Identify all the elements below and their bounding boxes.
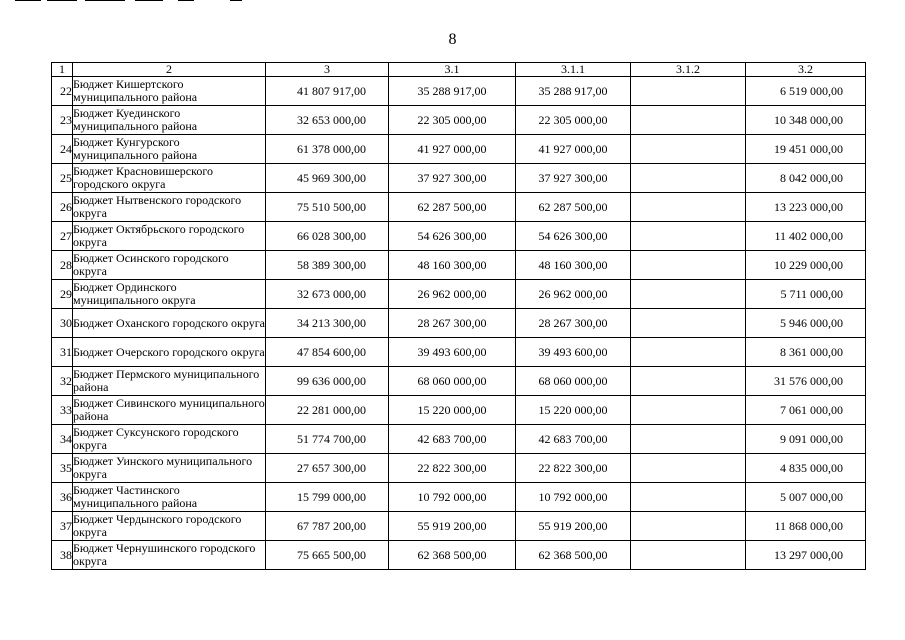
amount-3-1-2 (631, 164, 746, 193)
amount-3-1-2 (631, 425, 746, 454)
budget-name: Бюджет Уинского муниципального округа (73, 454, 266, 483)
amount-3-1-1: 42 683 700,00 (516, 425, 631, 454)
column-header-3-1-1: 3.1.1 (516, 63, 631, 77)
column-header-3-1-2: 3.1.2 (631, 63, 746, 77)
row-number: 38 (52, 541, 73, 570)
budget-name: Бюджет Чердынского городского округа (73, 512, 266, 541)
row-number: 27 (52, 222, 73, 251)
row-number: 25 (52, 164, 73, 193)
amount-3-2: 6 519 000,00 (746, 77, 866, 106)
amount-3-2: 7 061 000,00 (746, 396, 866, 425)
amount-3-1-1: 10 792 000,00 (516, 483, 631, 512)
amount-3-1-2 (631, 454, 746, 483)
amount-3-1-1: 37 927 300,00 (516, 164, 631, 193)
row-number: 31 (52, 338, 73, 367)
amount-3-1-2 (631, 483, 746, 512)
amount-3-1-2 (631, 512, 746, 541)
amount-3-1-1: 39 493 600,00 (516, 338, 631, 367)
amount-3-1: 62 287 500,00 (389, 193, 516, 222)
table-row (52, 193, 866, 222)
budget-name: Бюджет Нытвенского городского округа (73, 193, 266, 222)
amount-3-1-1: 28 267 300,00 (516, 309, 631, 338)
row-number: 35 (52, 454, 73, 483)
table-header-row (52, 63, 866, 77)
budget-name: Бюджет Пермского муниципального района (73, 367, 266, 396)
amount-3-1: 37 927 300,00 (389, 164, 516, 193)
column-header-3-2: 3.2 (746, 63, 866, 77)
total-amount: 32 673 000,00 (266, 280, 389, 309)
scan-top-marks (0, 0, 905, 3)
budget-name: Бюджет Сивинского муниципального района (73, 396, 265, 423)
amount-3-2: 5 711 000,00 (746, 280, 866, 309)
amount-3-1: 28 267 300,00 (389, 309, 516, 338)
amount-3-1: 68 060 000,00 (389, 367, 516, 396)
row-number: 32 (52, 367, 73, 396)
amount-3-1-1: 62 287 500,00 (516, 193, 631, 222)
row-number: 37 (52, 512, 73, 541)
amount-3-1-1: 55 919 200,00 (516, 512, 631, 541)
amount-3-2: 10 229 000,00 (746, 251, 866, 280)
table-row (52, 367, 866, 396)
amount-3-1-1: 62 368 500,00 (516, 541, 631, 570)
amount-3-1: 54 626 300,00 (389, 222, 516, 251)
amount-3-2: 5 007 000,00 (746, 483, 866, 512)
column-header-3-1: 3.1 (389, 63, 516, 77)
total-amount: 51 774 700,00 (266, 425, 389, 454)
table-row (52, 135, 866, 164)
amount-3-1: 41 927 000,00 (389, 135, 516, 164)
budget-name: Бюджет Кишертского муниципального района (73, 77, 266, 106)
amount-3-1-1: 54 626 300,00 (516, 222, 631, 251)
total-amount: 47 854 600,00 (266, 338, 389, 367)
row-number: 28 (52, 251, 73, 280)
row-number: 36 (52, 483, 73, 512)
amount-3-1-1: 22 305 000,00 (516, 106, 631, 135)
amount-3-1-2 (631, 135, 746, 164)
budget-name: Бюджет Куединского муниципального района (73, 106, 266, 135)
amount-3-1: 15 220 000,00 (389, 396, 516, 425)
amount-3-1-1: 68 060 000,00 (516, 367, 631, 396)
row-number: 33 (52, 396, 73, 425)
column-header-2: 2 (73, 63, 266, 77)
total-amount: 75 665 500,00 (266, 541, 389, 570)
total-amount: 41 807 917,00 (266, 77, 389, 106)
budget-table (51, 62, 866, 570)
amount-3-2: 11 402 000,00 (746, 222, 866, 251)
total-amount: 32 653 000,00 (266, 106, 389, 135)
table-row (52, 106, 866, 135)
amount-3-1: 22 822 300,00 (389, 454, 516, 483)
amount-3-1-1: 22 822 300,00 (516, 454, 631, 483)
amount-3-1-1: 35 288 917,00 (516, 77, 631, 106)
row-number: 22 (52, 77, 73, 106)
amount-3-1: 55 919 200,00 (389, 512, 516, 541)
amount-3-1: 10 792 000,00 (389, 483, 516, 512)
row-number: 29 (52, 280, 73, 309)
row-number: 24 (52, 135, 73, 164)
amount-3-2: 13 297 000,00 (746, 541, 866, 570)
row-number: 34 (52, 425, 73, 454)
amount-3-1: 39 493 600,00 (389, 338, 516, 367)
amount-3-1: 26 962 000,00 (389, 280, 516, 309)
column-header-1: 1 (52, 63, 73, 77)
amount-3-2: 4 835 000,00 (746, 454, 866, 483)
table-row (52, 77, 866, 106)
amount-3-1-1: 26 962 000,00 (516, 280, 631, 309)
budget-name: Бюджет Частинского муниципального района (73, 483, 266, 512)
amount-3-2: 13 223 000,00 (746, 193, 866, 222)
budget-name: Бюджет Октябрьского городского округа (73, 222, 266, 251)
table-row (52, 454, 866, 483)
budget-name: Бюджет Красновишерского городского округа (73, 164, 266, 193)
table-row (52, 222, 866, 251)
amount-3-1-2 (631, 193, 746, 222)
amount-3-1: 48 160 300,00 (389, 251, 516, 280)
amount-3-1-2 (631, 338, 746, 367)
budget-name: Бюджет Осинского городского округа (73, 251, 266, 280)
amount-3-1: 42 683 700,00 (389, 425, 516, 454)
amount-3-1-1: 48 160 300,00 (516, 251, 631, 280)
total-amount: 75 510 500,00 (266, 193, 389, 222)
row-number: 30 (52, 309, 73, 338)
table-row (52, 396, 866, 425)
table-row (52, 483, 866, 512)
budget-name: Бюджет Суксунского городского округа (73, 425, 266, 454)
table-row (52, 338, 866, 367)
amount-3-1: 22 305 000,00 (389, 106, 516, 135)
budget-name: Бюджет Оханского городского округа (73, 309, 266, 338)
table-body (52, 77, 866, 570)
amount-3-2: 11 868 000,00 (746, 512, 866, 541)
total-amount: 67 787 200,00 (266, 512, 389, 541)
amount-3-1-2 (631, 106, 746, 135)
total-amount: 34 213 300,00 (266, 309, 389, 338)
amount-3-2: 10 348 000,00 (746, 106, 866, 135)
row-number: 26 (52, 193, 73, 222)
amount-3-1-1: 15 220 000,00 (516, 396, 631, 425)
amount-3-1-2 (631, 367, 746, 396)
budget-name: Бюджет Чернушинского городского округа (73, 541, 266, 570)
column-header-3: 3 (266, 63, 389, 77)
total-amount: 61 378 000,00 (266, 135, 389, 164)
row-number: 23 (52, 106, 73, 135)
amount-3-1-2 (631, 541, 746, 570)
amount-3-2: 19 451 000,00 (746, 135, 866, 164)
amount-3-1-2 (631, 280, 746, 309)
amount-3-2: 31 576 000,00 (746, 367, 866, 396)
amount-3-1: 62 368 500,00 (389, 541, 516, 570)
table-row (52, 512, 866, 541)
total-amount: 15 799 000,00 (266, 483, 389, 512)
total-amount: 45 969 300,00 (266, 164, 389, 193)
total-amount: 22 281 000,00 (266, 396, 389, 425)
amount-3-1-2 (631, 222, 746, 251)
amount-3-2: 8 361 000,00 (746, 338, 866, 367)
page-number: 8 (448, 31, 457, 48)
budget-name: Бюджет Кунгурского муниципального района (73, 135, 266, 164)
amount-3-1-2 (631, 77, 746, 106)
total-amount: 58 389 300,00 (266, 251, 389, 280)
table-row (52, 251, 866, 280)
budget-name: Бюджет Очерского городского округа (73, 338, 266, 367)
budget-name: Бюджет Ординского муниципального округа (73, 280, 266, 309)
total-amount: 66 028 300,00 (266, 222, 389, 251)
amount-3-1-2 (631, 396, 746, 425)
amount-3-2: 9 091 000,00 (746, 425, 866, 454)
total-amount: 27 657 300,00 (266, 454, 389, 483)
table-row (52, 425, 866, 454)
amount-3-1-2 (631, 309, 746, 338)
total-amount: 99 636 000,00 (266, 367, 389, 396)
amount-3-2: 8 042 000,00 (746, 164, 866, 193)
amount-3-2: 5 946 000,00 (746, 309, 866, 338)
table-row (52, 164, 866, 193)
table-row (52, 280, 866, 309)
amount-3-1-2 (631, 251, 746, 280)
table-row (52, 309, 866, 338)
amount-3-1-1: 41 927 000,00 (516, 135, 631, 164)
amount-3-1: 35 288 917,00 (389, 77, 516, 106)
table-row (52, 541, 866, 570)
